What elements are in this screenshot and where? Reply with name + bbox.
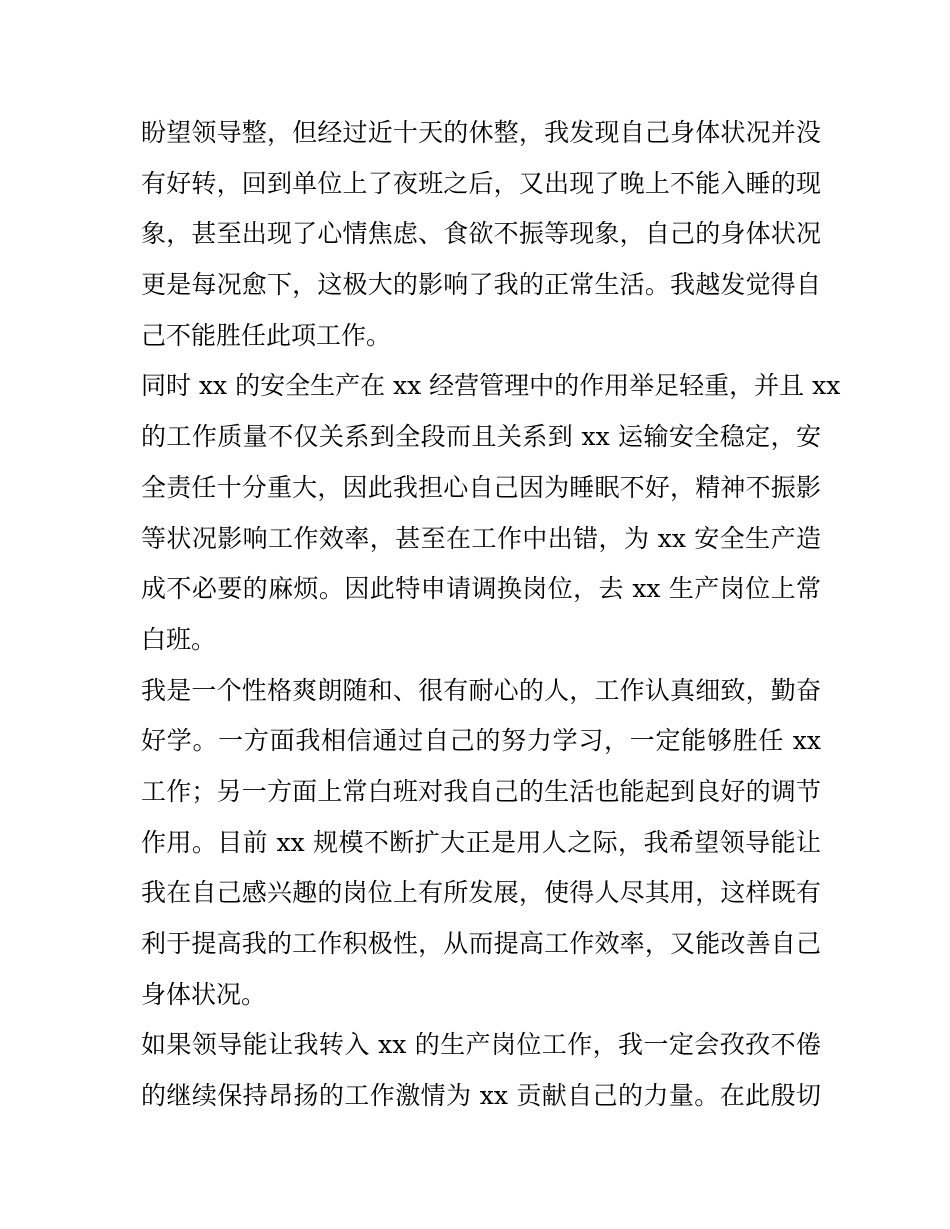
text-line: 盼望领导整，但经过近十天的休整，我发现自己身体状况并没 — [141, 118, 821, 147]
text-line: 白班。 — [141, 624, 217, 654]
text-line: 的工作质量不仅关系到全段而且关系到 xx 运输安全稳定，安 — [141, 422, 821, 452]
text-line: 好学。一方面我相信通过自己的努力学习，一定能够胜任 xx — [141, 726, 821, 756]
text-line: 等状况影响工作效率，甚至在工作中出错，为 xx 安全生产造 — [141, 523, 821, 553]
text-line: 作用。目前 xx 规模不断扩大正是用人之际，我希望领导能让 — [141, 827, 821, 857]
text-line: 我是一个性格爽朗随和、很有耐心的人，工作认真细致，勤奋 — [141, 675, 821, 705]
text-line: 身体状况。 — [141, 979, 267, 1009]
text-line: 的继续保持昂扬的工作激情为 xx 贡献自己的力量。在此殷切 — [141, 1081, 821, 1111]
text-line: 利于提高我的工作积极性，从而提高工作效率，又能改善自己 — [141, 929, 821, 958]
text-line: 象，甚至出现了心情焦虑、食欲不振等现象，自己的身体状况 — [141, 219, 821, 249]
text-line: 如果领导能让我转入 xx 的生产岗位工作，我一定会孜孜不倦 — [141, 1030, 821, 1060]
paragraph-4 — [141, 1020, 821, 1121]
text-line: 工作；另一方面上常白班对我自己的生活也能起到良好的调节 — [141, 776, 821, 806]
text-line: 全责任十分重大，因此我担心自己因为睡眠不好，精神不振影 — [141, 472, 821, 502]
text-line: 同时 xx 的安全生产在 xx 经营管理中的作用举足轻重，并且 xx — [141, 371, 841, 401]
text-line: 有好转，回到单位上了夜班之后，又出现了晚上不能入睡的现 — [141, 168, 821, 198]
text-line: 更是每况愈下，这极大的影响了我的正常生活。我越发觉得自 — [141, 270, 821, 300]
document-body — [141, 108, 841, 1122]
paragraph-2 — [141, 361, 841, 665]
text-line: 我在自己感兴趣的岗位上有所发展，使得人尽其用，这样既有 — [141, 878, 821, 908]
text-line: 己不能胜任此项工作。 — [141, 320, 392, 350]
paragraph-1 — [141, 108, 821, 361]
paragraph-3 — [141, 666, 821, 1021]
text-line: 成不必要的麻烦。因此特申请调换岗位，去 xx 生产岗位上常 — [141, 574, 821, 604]
